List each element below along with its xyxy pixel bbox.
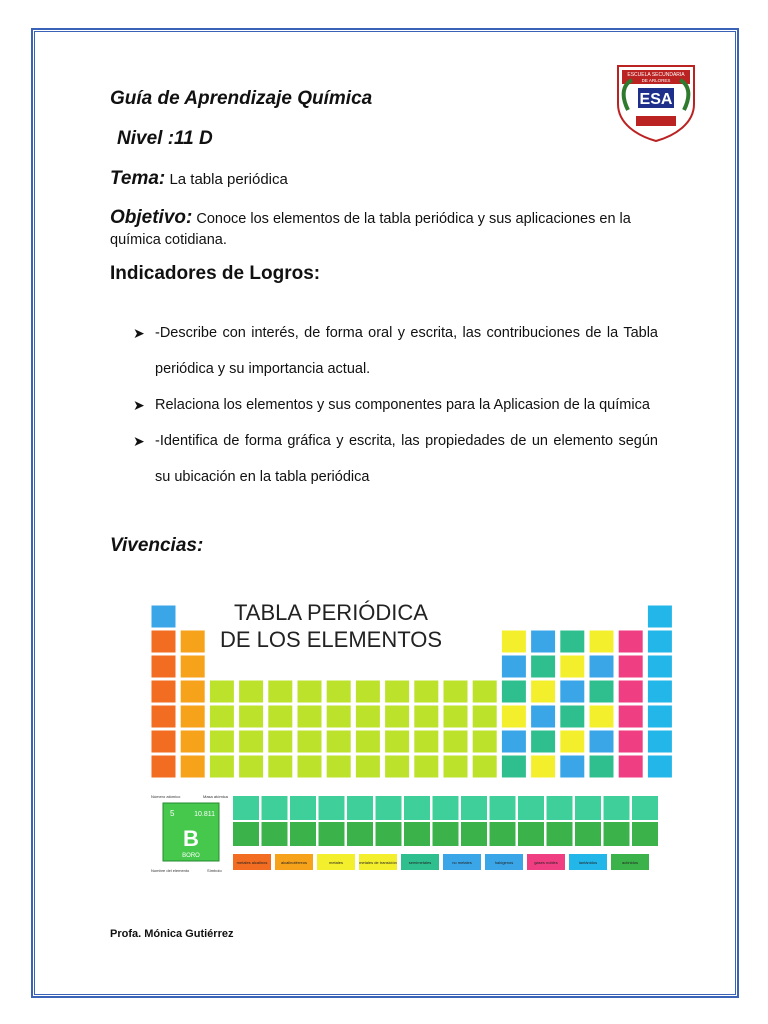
element-cell (618, 655, 643, 678)
element-cell (297, 730, 322, 753)
periodic-title-1: TABLA PERIÓDICA (234, 600, 428, 625)
element-cell (151, 680, 176, 703)
element-cell (618, 730, 643, 753)
element-cell (151, 730, 176, 753)
element-cell (589, 705, 614, 728)
legend-label: metales de transición (359, 860, 397, 865)
element-cell (151, 655, 176, 678)
school-logo (614, 64, 698, 142)
element-cell (209, 680, 234, 703)
element-cell (262, 796, 288, 820)
legend-label: no metales (452, 860, 472, 865)
logo-middle-text: ESA (639, 91, 673, 108)
indicator-text: -Identifica de forma gráfica y escrita, las propiedades de un elemento según su ubicación en la tabla periódica (155, 433, 658, 485)
element-cell (385, 730, 410, 753)
element-cell (262, 822, 288, 846)
indicators-title: Indicadores de Logros: (110, 263, 321, 284)
element-cell (531, 705, 556, 728)
element-cell (233, 796, 259, 820)
element-cell (404, 796, 430, 820)
arrow-bullet-icon: ➤ (133, 397, 145, 413)
element-cell (355, 680, 380, 703)
element-cell (326, 730, 351, 753)
element-cell (575, 822, 601, 846)
element-cell (433, 822, 459, 846)
element-cell (151, 705, 176, 728)
element-cell (472, 705, 497, 728)
element-cell (319, 796, 345, 820)
element-cell (151, 605, 176, 628)
element-cell (531, 755, 556, 778)
legend-label: alcalinotérreos (280, 860, 308, 865)
element-cell (268, 730, 293, 753)
sample-number-label: Número atómico (151, 794, 181, 799)
element-cell (414, 730, 439, 753)
element-cell (268, 680, 293, 703)
element-cell (414, 705, 439, 728)
element-cell (531, 630, 556, 653)
sample-symbol-label: Símbolo (207, 868, 222, 873)
element-cell (209, 705, 234, 728)
element-cell (461, 796, 487, 820)
element-cell (290, 822, 316, 846)
indicator-text: -Describe con interés, de forma oral y escrita, las contribuciones de la Tabla periódica y su importancia actual. (155, 325, 658, 377)
element-cell (404, 822, 430, 846)
element-cell (297, 680, 322, 703)
element-cell (461, 822, 487, 846)
element-cell (632, 822, 658, 846)
element-cell (501, 655, 526, 678)
legend-label: actínidos (621, 860, 639, 865)
objective-label: Objetivo: (110, 207, 193, 228)
element-cell (443, 705, 468, 728)
element-cell (560, 630, 585, 653)
element-cell (347, 796, 373, 820)
author-footer: Profa. Mónica Gutiérrez (110, 928, 234, 940)
element-cell (268, 755, 293, 778)
element-cell (575, 796, 601, 820)
element-cell (589, 755, 614, 778)
element-cell (347, 822, 373, 846)
element-cell (618, 680, 643, 703)
element-cell (239, 755, 264, 778)
vivencias-title: Vivencias: (110, 535, 204, 556)
element-cell (180, 680, 205, 703)
objective-line (110, 207, 670, 251)
element-cell (501, 755, 526, 778)
element-cell (443, 755, 468, 778)
arrow-bullet-icon: ➤ (133, 433, 145, 449)
topic-label: Tema: (110, 168, 166, 189)
element-cell (433, 796, 459, 820)
list-item (133, 387, 658, 423)
element-cell (589, 630, 614, 653)
topic-line (110, 168, 288, 190)
list-item (133, 423, 658, 495)
element-cell (501, 630, 526, 653)
element-cell (560, 655, 585, 678)
element-cell (385, 680, 410, 703)
document-title: Guía de Aprendizaje Química (110, 88, 373, 109)
element-cell (151, 755, 176, 778)
logo-top-text: ESCUELA SECUNDARIA (627, 72, 685, 78)
element-cell (472, 755, 497, 778)
element-cell (151, 630, 176, 653)
element-cell (547, 796, 573, 820)
periodic-title-2: DE LOS ELEMENTOS (219, 627, 443, 652)
element-cell (319, 822, 345, 846)
element-cell (326, 680, 351, 703)
element-cell (385, 755, 410, 778)
element-cell (209, 730, 234, 753)
objective-value: Conoce los elementos de la tabla periódica y sus aplicaciones en la química cotidiana. (110, 211, 631, 248)
element-cell (355, 755, 380, 778)
element-cell (560, 705, 585, 728)
sample-name: BORO (182, 853, 200, 859)
element-cell (385, 705, 410, 728)
element-cell (604, 796, 630, 820)
element-cell (180, 755, 205, 778)
element-cell (180, 630, 205, 653)
sample-name-label: Nombre del elemento (151, 868, 190, 873)
legend-label: lantánidos (578, 860, 598, 865)
legend-label: metales alcalinos (236, 860, 268, 865)
list-item (133, 315, 658, 387)
element-cell (618, 755, 643, 778)
indicators-list (133, 315, 658, 495)
topic-value: La tabla periódica (169, 171, 288, 188)
element-cell (501, 730, 526, 753)
element-cell (501, 680, 526, 703)
element-cell (490, 822, 516, 846)
element-cell (618, 705, 643, 728)
indicator-text: Relaciona los elementos y sus componentes para la Aplicasion de la química (155, 397, 650, 413)
element-cell (239, 730, 264, 753)
element-cell (326, 755, 351, 778)
element-cell (589, 730, 614, 753)
element-cell (414, 755, 439, 778)
element-cell (647, 730, 672, 753)
element-cell (560, 680, 585, 703)
element-cell (490, 796, 516, 820)
element-cell (180, 705, 205, 728)
element-cell (560, 755, 585, 778)
element-cell (233, 822, 259, 846)
element-cell (239, 705, 264, 728)
element-cell (209, 755, 234, 778)
element-cell (647, 655, 672, 678)
element-cell (531, 655, 556, 678)
element-cell (518, 796, 544, 820)
element-cell (297, 705, 322, 728)
element-cell (376, 796, 402, 820)
element-cell (180, 730, 205, 753)
arrow-bullet-icon: ➤ (133, 325, 145, 341)
element-cell (647, 755, 672, 778)
element-cell (355, 705, 380, 728)
element-cell (443, 680, 468, 703)
element-cell (647, 630, 672, 653)
element-cell (647, 680, 672, 703)
logo-bottom-text: DE ARLORES (641, 78, 671, 83)
element-cell (531, 730, 556, 753)
legend-label: metales (328, 860, 344, 865)
element-cell (647, 705, 672, 728)
element-cell (618, 630, 643, 653)
element-cell (414, 680, 439, 703)
sample-mass-label: Masa atómica (203, 794, 228, 799)
element-cell (501, 705, 526, 728)
element-cell (297, 755, 322, 778)
sample-symbol: B (183, 826, 199, 851)
element-cell (604, 822, 630, 846)
legend-label: gases nobles (534, 860, 558, 865)
sample-number: 5 (170, 809, 175, 818)
element-cell (589, 655, 614, 678)
level-label: Nivel :11 D (117, 128, 213, 149)
element-cell (268, 705, 293, 728)
element-cell (443, 730, 468, 753)
element-cell (560, 730, 585, 753)
element-cell (518, 822, 544, 846)
element-cell (239, 680, 264, 703)
legend-label: halógenos (494, 860, 514, 865)
element-cell (326, 705, 351, 728)
periodic-table-image (143, 576, 683, 882)
element-cell (180, 655, 205, 678)
element-cell (547, 822, 573, 846)
element-cell (531, 680, 556, 703)
element-cell (290, 796, 316, 820)
element-cell (589, 680, 614, 703)
element-cell (472, 730, 497, 753)
element-cell (632, 796, 658, 820)
sample-mass: 10.811 (194, 811, 215, 818)
element-cell (647, 605, 672, 628)
legend-label: semimetales (408, 860, 432, 865)
element-cell (376, 822, 402, 846)
element-cell (355, 730, 380, 753)
element-cell (472, 680, 497, 703)
